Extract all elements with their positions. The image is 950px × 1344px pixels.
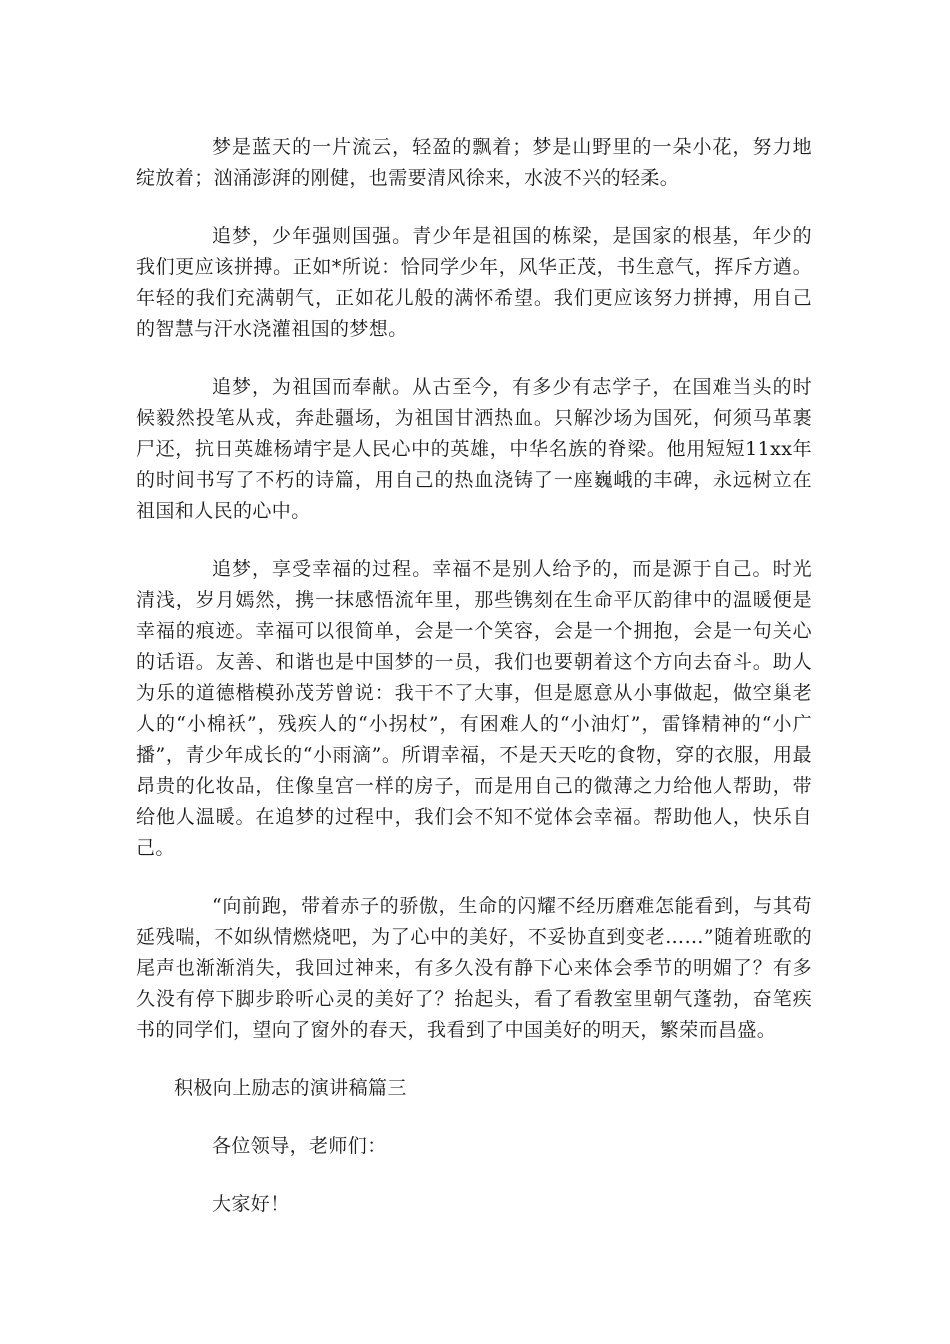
greeting: 大家好！: [212, 1193, 290, 1215]
document-body: [136, 132, 812, 1247]
paragraph-youth-strength: 追梦，少年强则国强。青少年是祖国的栋梁，是国家的根基，年少的我们更应该拼搏。正如*所说：恰同学少年，风华正茂，书生意气，挥斥方遒。年轻的我们充满朝气，正如花儿般的满怀希望。我们更应该努力拼搏，用自己的智慧与汗水浇灌祖国的梦想。: [136, 225, 812, 340]
paragraph-devotion-to-motherland: 追梦，为祖国而奉献。从古至今，有多少有志学子，在国难当头的时候毅然投笔从戎，奔赴疆场，为祖国甘洒热血。只解沙场为国死，何须马革裹尸还，抗日英雄杨靖宇是人民心中的英雄，中华名族的脊梁。他用短短11xx年的时间书写了不朽的诗篇，用自己的热血浇铸了一座巍峨的丰碑，永远树立在祖国和人民的心中。: [136, 376, 812, 522]
section-heading: 积极向上励志的演讲稿篇三: [174, 1077, 407, 1099]
paragraph-enjoy-happiness: 追梦，享受幸福的过程。幸福不是别人给予的，而是源于自己。时光清浅，岁月嫣然，携一抹感悟流年里，那些镌刻在生命平仄韵律中的温暖便是幸福的痕迹。幸福可以很简单，会是一个笑容，会是一个拥抱，会是一句关心的话语。友善、和谐也是中国梦的一员，我们也要朝着这个方向去奋斗。助人为乐的道德楷模孙茂芳曾说：我干不了大事，但是愿意从小事做起，做空巢老人的“小棉袄”，残疾人的“小拐杖”，有困难人的“小油灯”，雷锋精神的“小广播”，青少年成长的“小雨滴”。所谓幸福，不是天天吃的食物，穿的衣服，用最昂贵的化妆品，住像皇宫一样的房子，而是用自己的微薄之力给他人帮助，带给他人温暖。在追梦的过程中，我们会不知不觉体会幸福。帮助他人，快乐自己。: [136, 558, 812, 859]
paragraph-dream-metaphor: 梦是蓝天的一片流云，轻盈的飘着；梦是山野里的一朵小花，努力地绽放着；汹涌澎湃的刚健，也需要清风徐来，水波不兴的轻柔。: [136, 136, 812, 189]
paragraph-class-song: “向前跑，带着赤子的骄傲，生命的闪耀不经历磨难怎能看到，与其苟延残喘，不如纵情燃烧吧，为了心中的美好，不妥协直到变老……”随着班歌的尾声也渐渐消失，我回过神来，有多久没有静下心来体会季节的明媚了？有多久没有停下脚步聆听心灵的美好了？抬起头，看了看教室里朝气蓬勃，奋笔疾书的同学们，望向了窗外的春天，我看到了中国美好的明天，繁荣而昌盛。: [136, 895, 812, 1041]
salutation: 各位领导，老师们：: [212, 1135, 387, 1157]
